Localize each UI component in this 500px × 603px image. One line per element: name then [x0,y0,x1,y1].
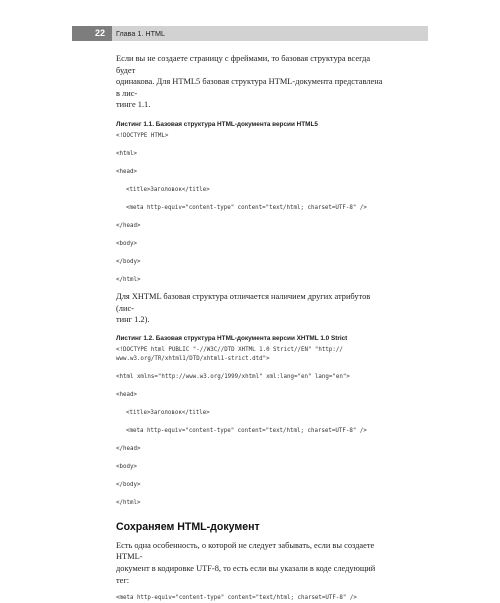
code-line: <head> [116,168,137,175]
intro-line-2: одинакова. Для HTML5 базовая структура HTML-документа представлена в лис- [116,77,383,98]
code-line: <!DOCTYPE html PUBLIC "-//W3C//DTD XHTML 1.0 Strict//EN" "http:// [116,346,343,353]
code-line: <!DOCTYPE HTML> [116,132,169,139]
middle-line-2: тинг 1.2). [116,315,150,325]
intro-line-1: Если вы не создаете страницу с фреймами, то базовая структура всегда будет [116,54,371,75]
listing-2-code [116,346,388,508]
section-heading: Сохраняем HTML-документ [116,520,260,533]
code-line: </body> [116,481,141,488]
code-line: <title>Заголовок</title> [126,186,210,193]
code-line: <body> [116,240,137,247]
middle-paragraph [116,291,388,326]
code-line: <body> [116,463,137,470]
section-paragraph [116,540,388,586]
section-line-2: документ в кодировке UTF-8, то есть если вы указали в коде следующий тег: [116,563,376,585]
listing-1-caption: Листинг 1.1. Базовая структура HTML-документа версии HTML5 [116,120,318,128]
code-line: <head> [116,391,137,398]
intro-line-3: тинге 1.1. [116,100,151,110]
code-line: www.w3.org/TR/xhtml1/DTD/xhtml1-strict.dtd"> [116,355,270,362]
intro-paragraph [116,53,388,111]
middle-line-1: Для XHTML базовая структура отличается наличием других атрибутов (лис- [116,291,371,313]
code-line: <html> [116,150,137,157]
code-line: <title>Заголовок</title> [126,409,210,416]
code-line: </html> [116,499,141,506]
code-line: </head> [116,222,141,229]
code-line: </head> [116,445,141,452]
code-line: </html> [116,276,141,283]
code-line: <html xmlns="http://www.w3.org/1999/xhtml" xml:lang="en" lang="en"> [116,373,350,380]
code-line: </body> [116,258,141,265]
listing-2-caption: Листинг 1.2. Базовая структура HTML-документа версии XHTML 1.0 Strict [116,334,348,342]
code-line: <meta http-equiv="content-type" content="text/html; charset=UTF-8" /> [126,204,367,211]
code-line: <meta http-equiv="content-type" content="text/html; charset=UTF-8" /> [126,427,367,434]
page-number: 22 [72,26,112,41]
chapter-title: Глава 1. HTML [116,29,165,38]
listing-1-code [116,132,388,285]
page-body [116,53,388,603]
section-code-line: <meta http-equiv="content-type" content="text/html; charset=UTF-8" /> [116,595,357,602]
section-line-1: Есть одна особенность, о которой не следует забывать, если вы создаете HTML- [116,540,375,562]
